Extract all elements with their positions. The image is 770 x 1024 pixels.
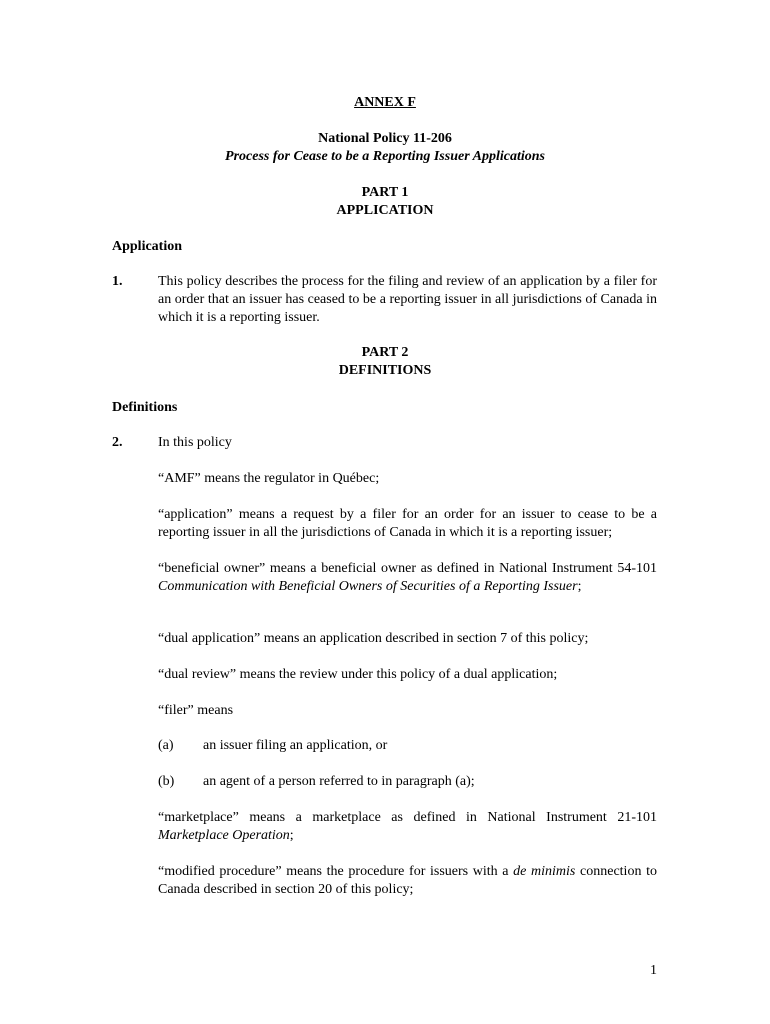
definition-dual-review: “dual review” means the review under this policy of a dual application; [158, 667, 558, 682]
filer-item-b-text: an agent of a person referred to in paragraph (a); [203, 774, 475, 789]
definitions-heading: Definitions [112, 400, 178, 415]
definition-dual-application: “dual application” means an application described in section 7 of this policy; [158, 631, 589, 646]
definition-beneficial-owner-text: “beneficial owner” means a beneficial owner as defined in National Instrument 54-101 [158, 561, 657, 576]
section-2-intro: In this policy [158, 435, 232, 450]
de-minimis-term: de minimis [513, 864, 576, 879]
part2-title: DEFINITIONS [338, 363, 432, 378]
part1-title: APPLICATION [336, 203, 434, 218]
page-number: 1 [650, 963, 657, 978]
filer-item-a-text: an issuer filing an application, or [203, 738, 388, 753]
application-heading: Application [112, 239, 183, 254]
section-1-number: 1. [112, 274, 123, 289]
definition-marketplace-end: ; [289, 828, 294, 843]
definition-beneficial-owner [158, 560, 657, 596]
filer-item-a-letter: (a) [158, 738, 174, 753]
definition-application: “application” means a request by a filer for an order for an issuer to cease to be a reporting issuer in all the jurisdictions of Canada in which it is a reporting issuer; [158, 507, 657, 540]
policy-title: Process for Cease to be a Reporting Issuer Applications [225, 149, 545, 164]
part2-label: PART 2 [361, 345, 409, 360]
section-1-text: This policy describes the process for the filing and review of an application by a filer for an order that an issuer has ceased to be a reporting issuer in all jurisdictions of Canada in which it is a reporting issuer. [158, 274, 657, 325]
definition-filer: “filer” means [158, 703, 234, 718]
instrument-21-101-title: Marketplace Operation [158, 828, 290, 843]
definition-marketplace-text: “marketplace” means a marketplace as defined in National Instrument 21-101 [158, 810, 657, 825]
filer-item-b-letter: (b) [158, 774, 175, 789]
definition-modified-end: connection to Canada described in section 20 of this policy; [158, 864, 657, 897]
definition-modified-procedure [158, 863, 657, 899]
section-2-number: 2. [112, 435, 123, 450]
definition-modified-text: “modified procedure” means the procedure for issuers with a [158, 864, 514, 879]
part1-label: PART 1 [361, 185, 409, 200]
definition-amf: “AMF” means the regulator in Québec; [158, 471, 380, 486]
policy-number: National Policy 11-206 [318, 131, 452, 146]
definition-beneficial-owner-end: ; [577, 579, 582, 594]
annex-title: ANNEX F [354, 95, 416, 110]
instrument-54-101-title: Communication with Beneficial Owners of Securities of a Reporting Issuer [158, 579, 578, 594]
definition-marketplace [158, 809, 657, 845]
